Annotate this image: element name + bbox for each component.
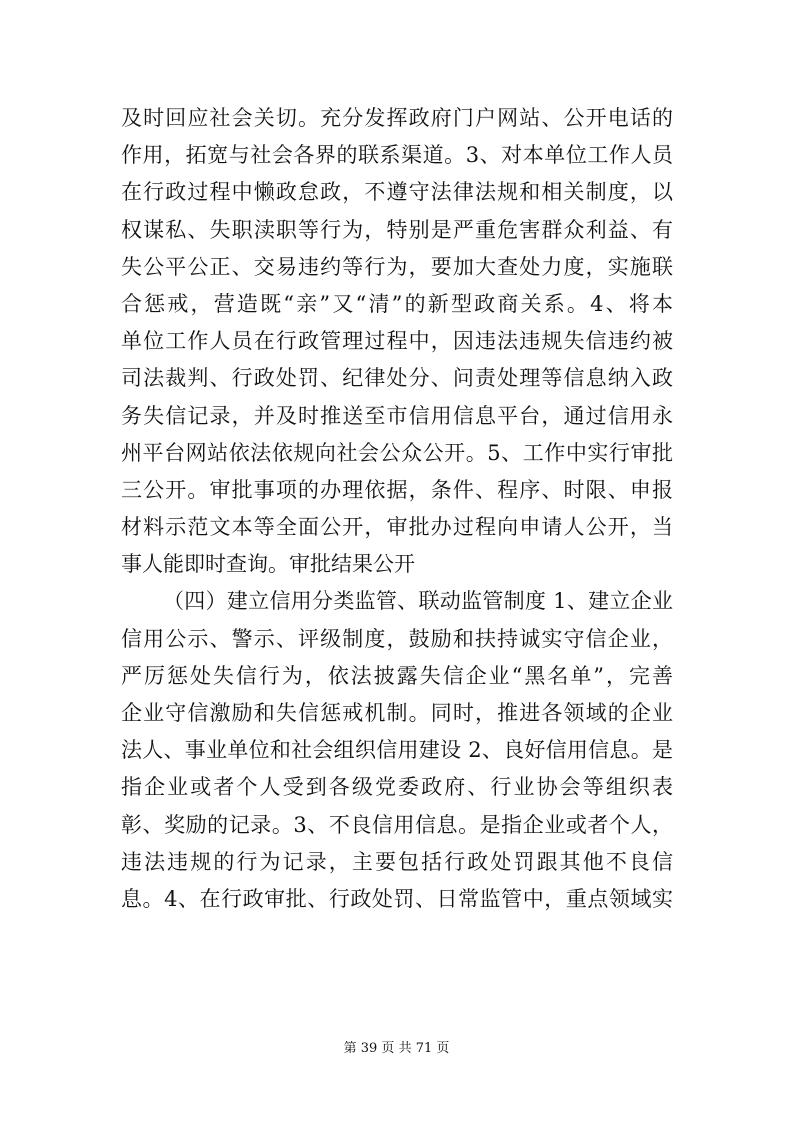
- section-heading-line: （四）建立信用分类监管、联动监管制度 1、建立企业: [163, 589, 673, 614]
- text-line: 彰、奖励的记录。3、不良信用信息。是指企业或者个人，: [121, 812, 673, 837]
- text-line: 材料示范文本等全面公开，审批办过程向申请人公开，当: [121, 515, 673, 540]
- text-line: 违法违规的行为记录，主要包括行政处罚跟其他不良信: [121, 849, 673, 874]
- text-line: 严厉惩处失信行为，依法披露失信企业“黑名单”，完善: [121, 663, 673, 688]
- text-line: 信用公示、警示、评级制度，鼓励和扶持诚实守信企业，: [121, 626, 673, 651]
- text-line: 司法裁判、行政处罚、纪律处分、问责处理等信息纳入政: [121, 366, 673, 391]
- page-number-footer: 第 39 页 共 71 页: [343, 1041, 450, 1056]
- text-line: 务失信记录，并及时推送至市信用信息平台，通过信用永: [121, 403, 673, 428]
- text-line: 法人、事业单位和社会组织信用建设 2、良好信用信息。是: [121, 738, 673, 763]
- text-line: 单位工作人员在行政管理过程中，因违法违规失信违约被: [121, 329, 673, 354]
- text-line: 合惩戒，营造既“亲”又“清”的新型政商关系。4、将本: [121, 291, 673, 316]
- text-line: 州平台网站依法依规向社会公众公开。5、工作中实行审批: [121, 440, 673, 465]
- text-line: 作用，拓宽与社会各界的联系渠道。3、对本单位工作人员: [121, 143, 673, 168]
- text-line: 在行政过程中懒政怠政，不遵守法律法规和相关制度，以: [121, 180, 673, 205]
- paragraph-2: [121, 583, 673, 918]
- body-text: [121, 100, 673, 918]
- paragraph-1: [121, 100, 673, 583]
- text-line: 事人能即时查询。审批结果公开: [121, 552, 415, 577]
- text-line: 失公平公正、交易违约等行为，要加大查处力度，实施联: [121, 254, 673, 279]
- text-line: 三公开。审批事项的办理依据，条件、程序、时限、申报: [121, 477, 673, 502]
- text-line: 及时回应社会关切。充分发挥政府门户网站、公开电话的: [121, 106, 673, 130]
- text-line: 指企业或者个人受到各级党委政府、行业协会等组织表: [121, 775, 673, 800]
- text-line: 权谋私、失职渎职等行为，特别是严重危害群众利益、有: [121, 217, 673, 242]
- text-line: 息。4、在行政审批、行政处罚、日常监管中，重点领域实: [121, 886, 673, 911]
- text-line: 企业守信激励和失信惩戒机制。同时，推进各领域的企业: [121, 701, 673, 725]
